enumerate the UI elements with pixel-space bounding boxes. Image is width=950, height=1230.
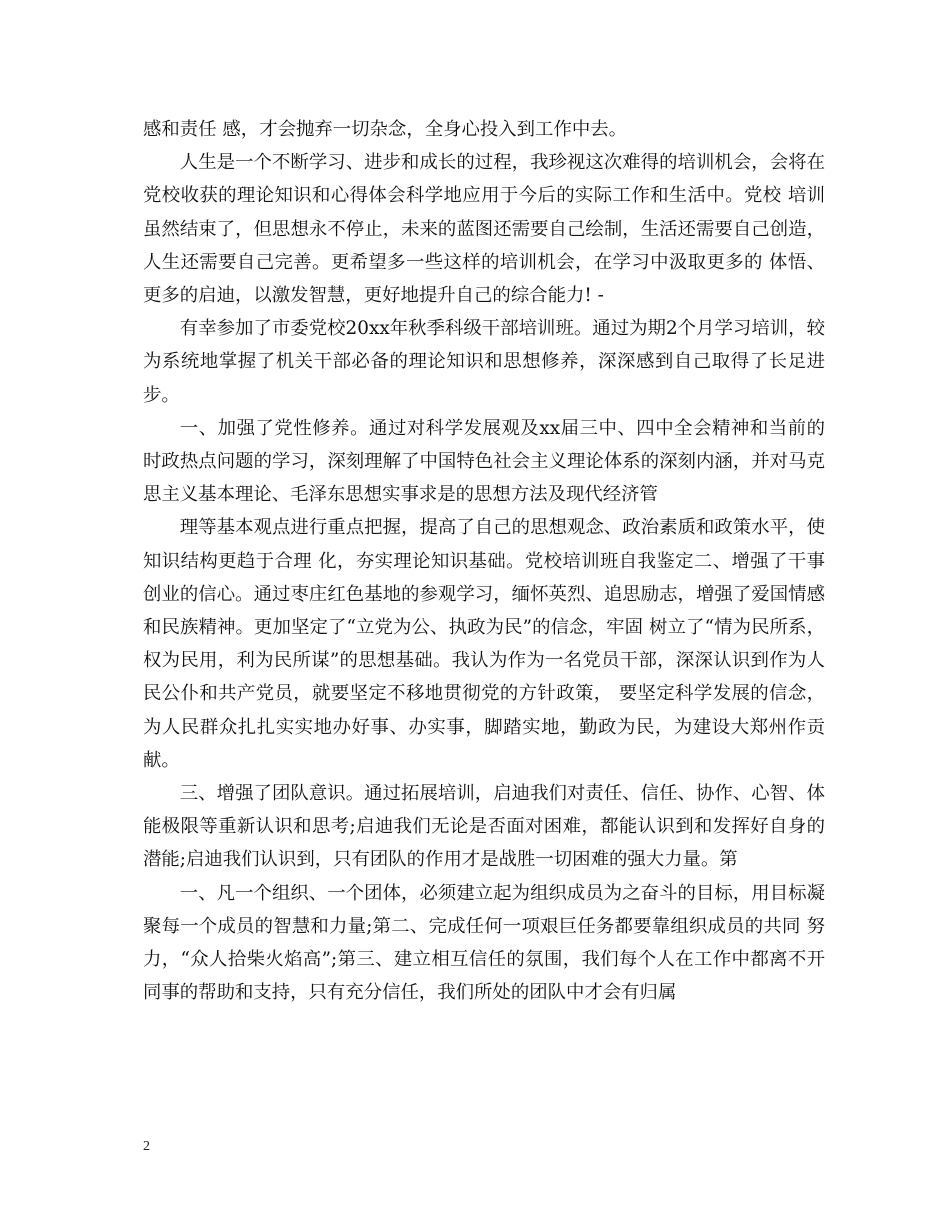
body-text	[143, 113, 825, 1009]
paragraph-5: 理等基本观点进行重点把握，提高了自己的思想观念、政治素质和政策水平，使知识结构更趋于合理 化，夯实理论知识基础。党校培训班自我鉴定二、增强了干事创业的信心。通过枣庄红色基地的参观学习，缅怀英烈、追思励志，增强了爱国情感和民族精神。更加坚定了“立党为公、执政为民”的信念，牢固 树立了“情为民所系，权为民用，利为民所谋”的思想基础。我认为作为一名党员干部，深深认识到作为人民公仆和共产党员，就要坚定不移地贯彻党的方针政策， 要坚定科学发展的信念，为人民群众扎扎实实地办好事、办实事，脚踏实地，勤政为民，为建设大郑州作贡献。	[143, 517, 825, 771]
paragraph-1: 感和责任 感，才会抛弃一切杂念，全身心投入到工作中去。	[143, 119, 628, 140]
paragraph-4: 一、加强了党性修养。通过对科学发展观及xx届三中、四中全会精神和当前的时政热点问题的学习，深刻理解了中国特色社会主义理论体系的深刻内涵，并对马克 思主义基本理论、毛泽东思想实事求是的思想方法及现代经济管	[143, 417, 825, 506]
paragraph-2: 人生是一个不断学习、进步和成长的过程，我珍视这次难得的培训机会，会将在党校收获的理论知识和心得体会科学地应用于今后的实际工作和生活中。党校 培训虽然结束了，但思想永不停止，未来的蓝图还需要自己绘制，生活还需要自己创造，人生还需要自己完善。更希望多一些这样的培训机会，在学习中汲取更多的 体悟、更多的启迪，以激发智慧，更好地提升自己的综合能力! -	[143, 152, 825, 307]
page-number: 2	[143, 1139, 150, 1154]
paragraph-3: 有幸参加了市委党校20xx年秋季科级干部培训班。通过为期2个月学习培训，较为系统地掌握了机关干部必备的理论知识和思想修养，深深感到自己取得了长足进步。	[143, 318, 825, 406]
paragraph-7: 一、凡一个组织、一个团体，必须建立起为组织成员为之奋斗的目标，用目标凝聚每一个成员的智慧和力量;第二、完成任何一项艰巨任务都要靠组织成员的共同 努力，“众人拾柴火焰高”;第三、建立相互信任的氛围，我们每个人在工作中都离不开同事的帮助和支持，只有充分信任，我们所处的团队中才会有归属	[143, 882, 825, 1004]
paragraph-6: 三、增强了团队意识。通过拓展培训，启迪我们对责任、信任、协作、心智、体能极限等重新认识和思考;启迪我们无论是否面对困难，都能认识到和发挥好自身的潜能;启迪我们认识到，只有团队的作用才是战胜一切困难的强大力量。第	[143, 783, 825, 871]
